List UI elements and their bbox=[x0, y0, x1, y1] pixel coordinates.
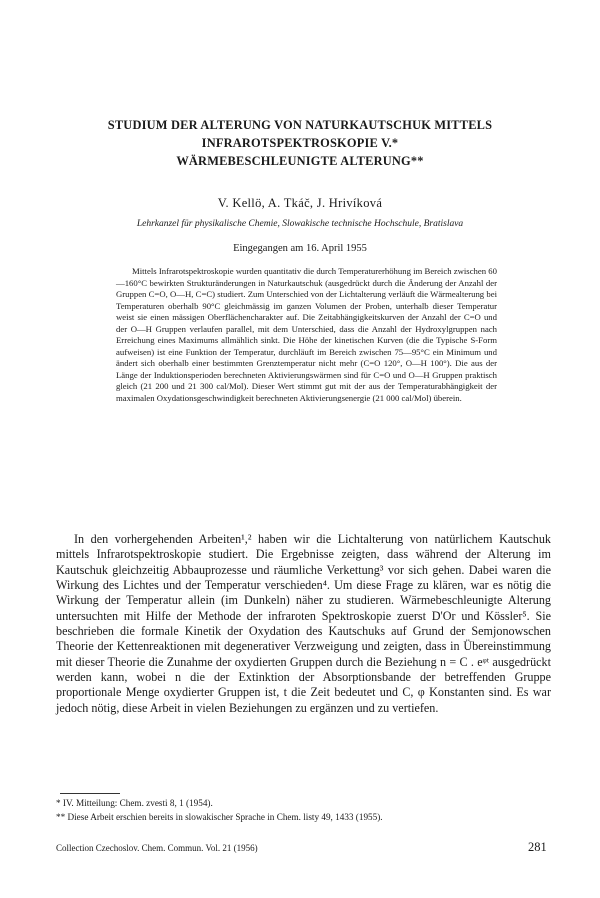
title-line-1: STUDIUM DER ALTERUNG VON NATURKAUTSCHUK MITTELS bbox=[107, 118, 493, 132]
authors: V. Kellö, A. Tkáč, J. Hrivíková bbox=[217, 196, 383, 210]
page-number: 281 bbox=[528, 840, 547, 854]
affiliation: Lehrkanzel für physikalische Chemie, Slowakische technische Hochschule, Bratislava bbox=[136, 219, 464, 229]
paper-title bbox=[50, 116, 550, 170]
footnote-2: ** Diese Arbeit erschien bereits in slowakischer Sprache in Chem. listy 49, 1433 (1955). bbox=[56, 812, 383, 822]
received-date: Eingegangen am 16. April 1955 bbox=[233, 243, 367, 254]
abstract: Mittels Infrarotspektroskopie wurden quantitativ die durch Temperaturerhöhung im Bereich zwischen 60—160°C bewirkten Strukturänderungen in Naturkautschuk (ausgedrückt durch die Änderung der Anzahl der Gruppen C=O, O—H, C=C) studiert. Zum Unterschied von der Lichtalterung verläuft die Wärmealterung bei Temperaturen oberhalb 90°C gleichmässig im ganzen Volumen der Proben, unterhalb dieser Temperatur weist sie einen mässigen Oberflächencharakter auf. Die Zeitabhängigkeitskurven der Anzahl der C=O und der O—H Gruppen verlaufen parallel, mit dem Unterschied, dass die Anzahl der Hydroxylgruppen nach Erreichung eines Maximums allmählich sinkt. Die Höhe der kinetischen Kurven (die die Typische S-Form aufweisen) ist eine Funktion der Temperatur, durchläuft im Bereich zwischen 75—95°C ein Minimum und ändert sich oberhalb einer bestimmten Grenztemperatur nicht mehr (C=O 120°, O—H 100°). Die aus der Länge der Induktionsperioden berechneten Aktivierungswärmen sind für C=O und O—H Gruppen praktisch gleich (21 200 und 21 300 cal/Mol). Dieser Wert stimmt gut mit der aus der Temperaturabhängigkeit der maximalen Oxydationsgeschwindigkeit berechneten Aktivierungsenergie (21 000 cal/Mol) überein. bbox=[116, 266, 497, 404]
footnote-1: * IV. Mitteilung: Chem. zvesti 8, 1 (1954). bbox=[56, 798, 213, 808]
title-line-2: INFRAROTSPEKTROSKOPIE V.* bbox=[201, 136, 399, 150]
footnote-rule bbox=[60, 793, 120, 794]
title-line-3: WÄRMEBESCHLEUNIGTE ALTERUNG** bbox=[176, 154, 424, 168]
journal-footer: Collection Czechoslov. Chem. Commun. Vol. 21 (1956) bbox=[56, 843, 258, 853]
body-paragraph: In den vorhergehenden Arbeiten¹,² haben wir die Lichtalterung von natürlichem Kautschuk mittels Infrarotspektroskopie studiert. Die Ergebnisse zeigten, dass während der Alterung im Kautschuk gleichzeitig Abbauprozesse und räumliche Verkettung³ vor sich gehen. Dabei waren die Wirkung des Lichtes und der Temperatur verschieden⁴. Um diese Frage zu klären, war es nötig die Wirkung der Temperatur allein (im Dunkeln) näher zu studieren. Wärmebeschleunigte Alterung untersuchten mit Hilfe der Methode der infraroten Spektroskopie zuerst D'Or und Kössler⁵. Sie beschrieben die formale Kinetik der Oxydation des Kautschuks auf Grund der Semjonowschen Theorie der Kettenreaktionen mit degenerativer Verzweigung und zeigten, dass in Übereinstimmung mit dieser Theorie die Zunahme der oxydierten Gruppen durch die Beziehung n = C . eᵠᵗ ausgedrückt werden kann, wobei n die der Extinktion der Absorptionsbande der betreffenden Gruppe proportionale Menge oxydierter Gruppen ist, t die Zeit bedeutet und C, φ Konstanten sind. Es war jedoch nötig, diese Arbeit in vielen Beziehungen zu ergänzen und zu vertiefen. bbox=[56, 532, 551, 715]
